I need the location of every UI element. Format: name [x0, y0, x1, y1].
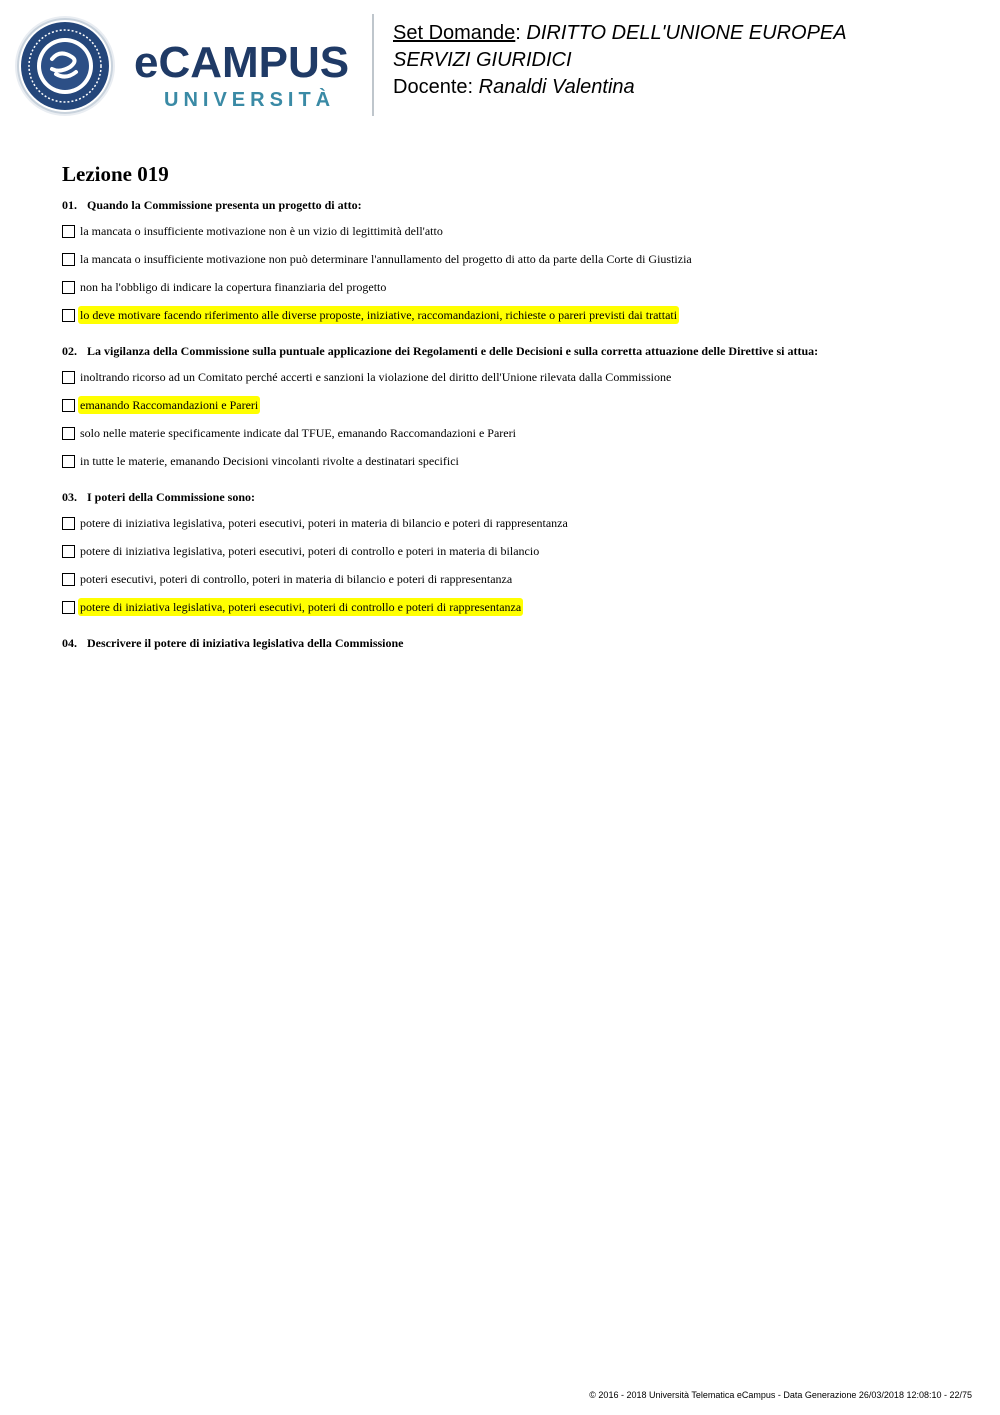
course-subtitle: SERVIZI GIURIDICI — [393, 49, 572, 71]
question-number: 04. — [62, 636, 77, 650]
answer-option — [62, 541, 962, 561]
answer-text-highlighted: potere di iniziativa legislativa, poteri esecutivi, poteri di controllo e poteri di rappresentanza — [80, 600, 522, 614]
question-number: 03. — [62, 490, 77, 504]
ecampus-logo — [14, 14, 359, 118]
header-divider — [372, 14, 374, 116]
question-1 — [62, 197, 962, 325]
answer-checkbox[interactable] — [62, 225, 75, 238]
answer-option-correct — [62, 395, 962, 415]
lesson-title: Lezione 019 — [62, 162, 169, 186]
teacher-name: Ranaldi Valentina — [478, 76, 635, 98]
answer-checkbox[interactable] — [62, 309, 75, 322]
answer-option — [62, 367, 962, 387]
answer-text: non ha l'obbligo di indicare la copertura finanziaria del progetto — [80, 280, 387, 294]
question-text: Quando la Commissione presenta un progetto di atto: — [87, 198, 362, 212]
answer-checkbox[interactable] — [62, 253, 75, 266]
svg-text:eCAMPUS: eCAMPUS — [134, 38, 350, 87]
lesson-content — [62, 160, 962, 669]
question-heading — [62, 343, 962, 359]
answer-option — [62, 423, 962, 443]
svg-text:UNIVERSITÀ: UNIVERSITÀ — [164, 89, 336, 111]
question-heading — [62, 197, 962, 213]
question-3 — [62, 489, 962, 617]
answer-text: in tutte le materie, emanando Decisioni vincolanti rivolte a destinatari specifici — [80, 454, 459, 468]
teacher-label: Docente: — [393, 76, 474, 98]
answer-text: potere di iniziativa legislativa, poteri esecutivi, poteri di controllo e poteri in materia di bilancio — [80, 544, 540, 558]
answer-text: la mancata o insufficiente motivazione non è un vizio di legittimità dell'atto — [80, 224, 443, 238]
answer-checkbox[interactable] — [62, 427, 75, 440]
answer-text: solo nelle materie specificamente indicate dal TFUE, emanando Raccomandazioni e Pareri — [80, 426, 516, 440]
question-text: I poteri della Commissione sono: — [87, 490, 255, 504]
question-heading — [62, 489, 962, 505]
answer-text: inoltrando ricorso ad un Comitato perché accerti e sanzioni la violazione del diritto dell'Unione rilevata dalla Commissione — [80, 370, 672, 384]
question-number: 02. — [62, 344, 77, 358]
page-footer: © 2016 - 2018 Università Telematica eCampus - Data Generazione 26/03/2018 12:08:10 - 22/75 — [589, 1390, 972, 1400]
question-4 — [62, 635, 962, 651]
answer-text-highlighted: lo deve motivare facendo riferimento alle diverse proposte, iniziative, raccomandazioni, richieste o pareri previsti dai trattati — [80, 308, 678, 322]
answer-option-correct — [62, 597, 962, 617]
answer-checkbox[interactable] — [62, 399, 75, 412]
set-title-line — [393, 20, 983, 47]
page-header — [0, 0, 1000, 130]
question-2 — [62, 343, 962, 471]
question-heading — [62, 635, 962, 651]
answer-option — [62, 277, 962, 297]
question-text: Descrivere il potere di iniziativa legislativa della Commissione — [87, 636, 404, 650]
teacher-line — [393, 74, 983, 101]
answer-text: la mancata o insufficiente motivazione non può determinare l'annullamento del progetto di atto da parte della Corte di Giustizia — [80, 252, 692, 266]
question-text: La vigilanza della Commissione sulla puntuale applicazione dei Regolamenti e delle Decisioni e sulla corretta attuazione delle Direttive si attua: — [87, 344, 819, 358]
answer-option — [62, 569, 962, 589]
set-label: Set Domande — [393, 22, 516, 44]
answer-checkbox[interactable] — [62, 281, 75, 294]
answer-option — [62, 221, 962, 241]
answer-checkbox[interactable] — [62, 545, 75, 558]
answer-option — [62, 451, 962, 471]
course-title: DIRITTO DELL'UNIONE EUROPEA — [526, 22, 847, 44]
answer-text: poteri esecutivi, poteri di controllo, poteri in materia di bilancio e poteri di rappresentanza — [80, 572, 513, 586]
set-info — [393, 20, 983, 101]
answer-text-highlighted: emanando Raccomandazioni e Pareri — [80, 398, 259, 412]
answer-checkbox[interactable] — [62, 455, 75, 468]
answer-checkbox[interactable] — [62, 601, 75, 614]
answer-text: potere di iniziativa legislativa, poteri esecutivi, poteri in materia di bilancio e poteri di rappresentanza — [80, 516, 568, 530]
answer-checkbox[interactable] — [62, 573, 75, 586]
set-separator: : — [515, 22, 521, 44]
answer-checkbox[interactable] — [62, 517, 75, 530]
answer-option-correct — [62, 305, 962, 325]
answer-checkbox[interactable] — [62, 371, 75, 384]
answer-option — [62, 249, 962, 269]
question-number: 01. — [62, 198, 77, 212]
answer-option — [62, 513, 962, 533]
